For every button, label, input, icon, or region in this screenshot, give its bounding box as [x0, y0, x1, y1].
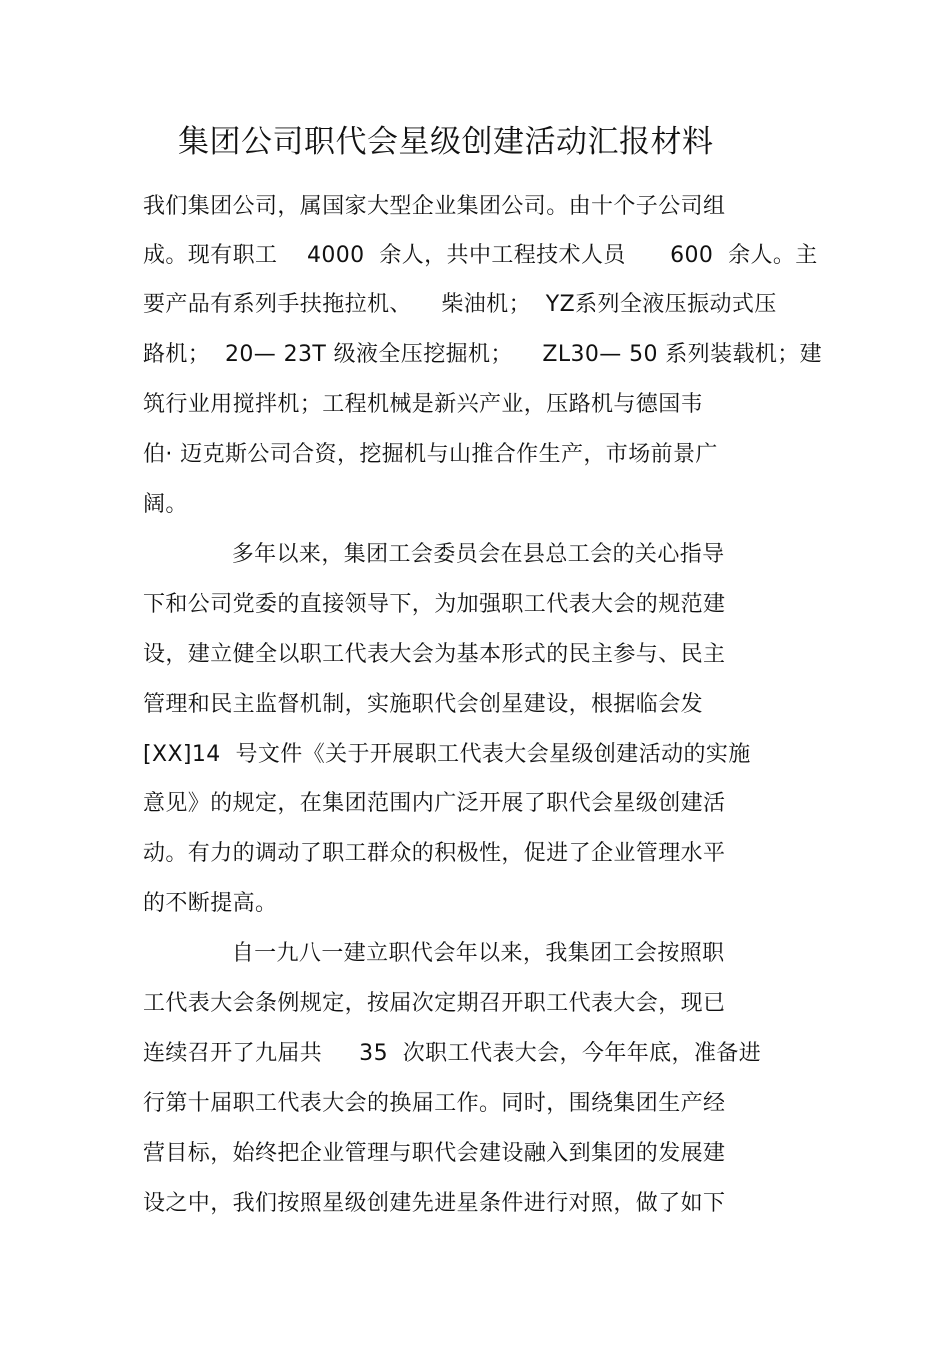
text-line-21: 设之中，我们按照星级创建先进星条件进行对照，做了如下	[143, 1191, 726, 1216]
text-line-19: 行第十届职工代表大会的换届工作。同时，围绕集团生产经	[143, 1091, 726, 1116]
text-line-16: 自一九八一建立职代会年以来，我集团工会按照职	[143, 941, 725, 966]
text-line-9: 下和公司党委的直接领导下，为加强职工代表大会的规范建	[143, 592, 726, 617]
text-line-2: 成。现有职工 4000 余人，共中工程技术人员 600 余人。主	[143, 243, 818, 268]
text-line-14: 动。有力的调动了职工群众的积极性，促进了企业管理水平	[143, 841, 726, 866]
text-line-15: 的不断提高。	[143, 891, 278, 916]
text-line-6: 伯· 迈克斯公司合资，挖掘机与山推合作生产，市场前景广	[143, 442, 718, 467]
text-line-4: 路机； 20— 23T 级液全压挖掘机； ZL30— 50 系列装载机；建	[143, 342, 823, 367]
text-line-5: 筑行业用搅拌机；工程机械是新兴产业，压路机与德国韦	[143, 392, 704, 417]
text-line-20: 营目标，始终把企业管理与职代会建设融入到集团的发展建	[143, 1141, 726, 1166]
document-title: 集团公司职代会星级创建活动汇报材料	[178, 124, 714, 160]
text-line-11: 管理和民主监督机制，实施职代会创星建设，根据临会发	[143, 692, 704, 717]
text-line-7: 阔。	[143, 492, 188, 517]
text-line-3: 要产品有系列手扶拖拉机、 柴油机； YZ系列全液压振动式压	[143, 292, 777, 317]
text-line-13: 意见》的规定，在集团范围内广泛开展了职代会星级创建活	[143, 791, 726, 816]
text-line-12: [XX]14 号文件《关于开展职工代表大会星级创建活动的实施	[143, 742, 751, 767]
text-line-8: 多年以来，集团工会委员会在县总工会的关心指导	[143, 542, 725, 567]
text-line-10: 设，建立健全以职工代表大会为基本形式的民主参与、民主	[143, 642, 726, 667]
text-line-1: 我们集团公司，属国家大型企业集团公司。由十个子公司组	[143, 194, 726, 219]
text-line-18: 连续召开了九届共 35 次职工代表大会，今年年底，准备进	[143, 1041, 762, 1066]
text-line-17: 工代表大会条例规定，按届次定期召开职工代表大会，现已	[143, 991, 726, 1016]
